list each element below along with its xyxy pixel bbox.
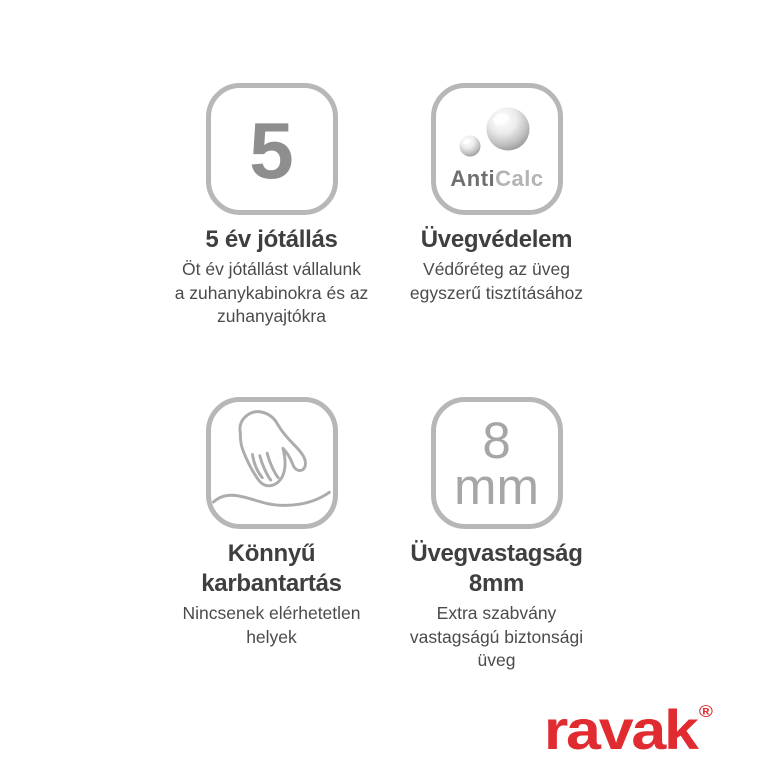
wave-line (213, 492, 329, 505)
ravak-logo-text: ravak (543, 698, 697, 762)
feature-title (421, 225, 572, 255)
feature-title (201, 539, 341, 599)
number-5-glyph: 5 (249, 106, 294, 195)
title-line: karbantartás (201, 570, 342, 597)
thickness-mm-glyph: mm (454, 458, 539, 515)
feature-easy-maintenance (159, 397, 384, 673)
thickness-8-glyph: 8 (482, 412, 511, 469)
desc-line: a zuhanykabinokra és az (174, 282, 369, 303)
feature-description (410, 258, 583, 305)
title-line: Üvegvédelem (420, 226, 573, 253)
desc-line: Öt év jótállást vállalunk (182, 259, 361, 279)
desc-line: egyszerű tisztításához (409, 282, 584, 303)
title-line: 8mm (468, 570, 525, 597)
anticalc-label (450, 166, 543, 191)
desc-line: zuhanyajtókra (217, 306, 326, 326)
feature-description (175, 258, 369, 329)
anticalc-pearls-graphic (436, 89, 558, 209)
desc-line: helyek (246, 626, 297, 647)
feature-title (410, 539, 582, 599)
small-pearl (459, 136, 480, 157)
feature-glass-thickness (384, 397, 609, 673)
ravak-logo (543, 698, 713, 762)
anticalc-label-calc: Calc (494, 166, 544, 191)
title-line: Könnyű (227, 540, 316, 567)
desc-line: üveg (477, 650, 516, 670)
hand-wipe-graphic (211, 402, 333, 524)
title-line: 5 év jótállás (205, 226, 338, 253)
8mm-icon (431, 397, 563, 529)
feature-description (410, 602, 583, 673)
desc-line: Extra szabvány (436, 603, 557, 623)
hand-wipe-icon (206, 397, 338, 529)
feature-description (182, 602, 360, 649)
hand-outline (239, 412, 305, 486)
features-grid (159, 83, 609, 673)
registered-trademark-icon: ® (698, 702, 713, 722)
large-pearl (486, 108, 529, 151)
feature-glass-protection (384, 83, 609, 397)
feature-title (205, 225, 337, 255)
desc-line: Nincsenek elérhetetlen (182, 603, 361, 623)
desc-line: vastagságú biztonsági (409, 626, 584, 647)
feature-warranty (159, 83, 384, 397)
desc-line: Védőréteg az üveg (423, 259, 570, 279)
anticalc-icon (431, 83, 563, 215)
title-line: Üvegvastagság (410, 540, 583, 567)
finger-line (267, 453, 278, 477)
badge-5-icon (206, 83, 338, 215)
anticalc-label-anti: Anti (449, 166, 495, 191)
